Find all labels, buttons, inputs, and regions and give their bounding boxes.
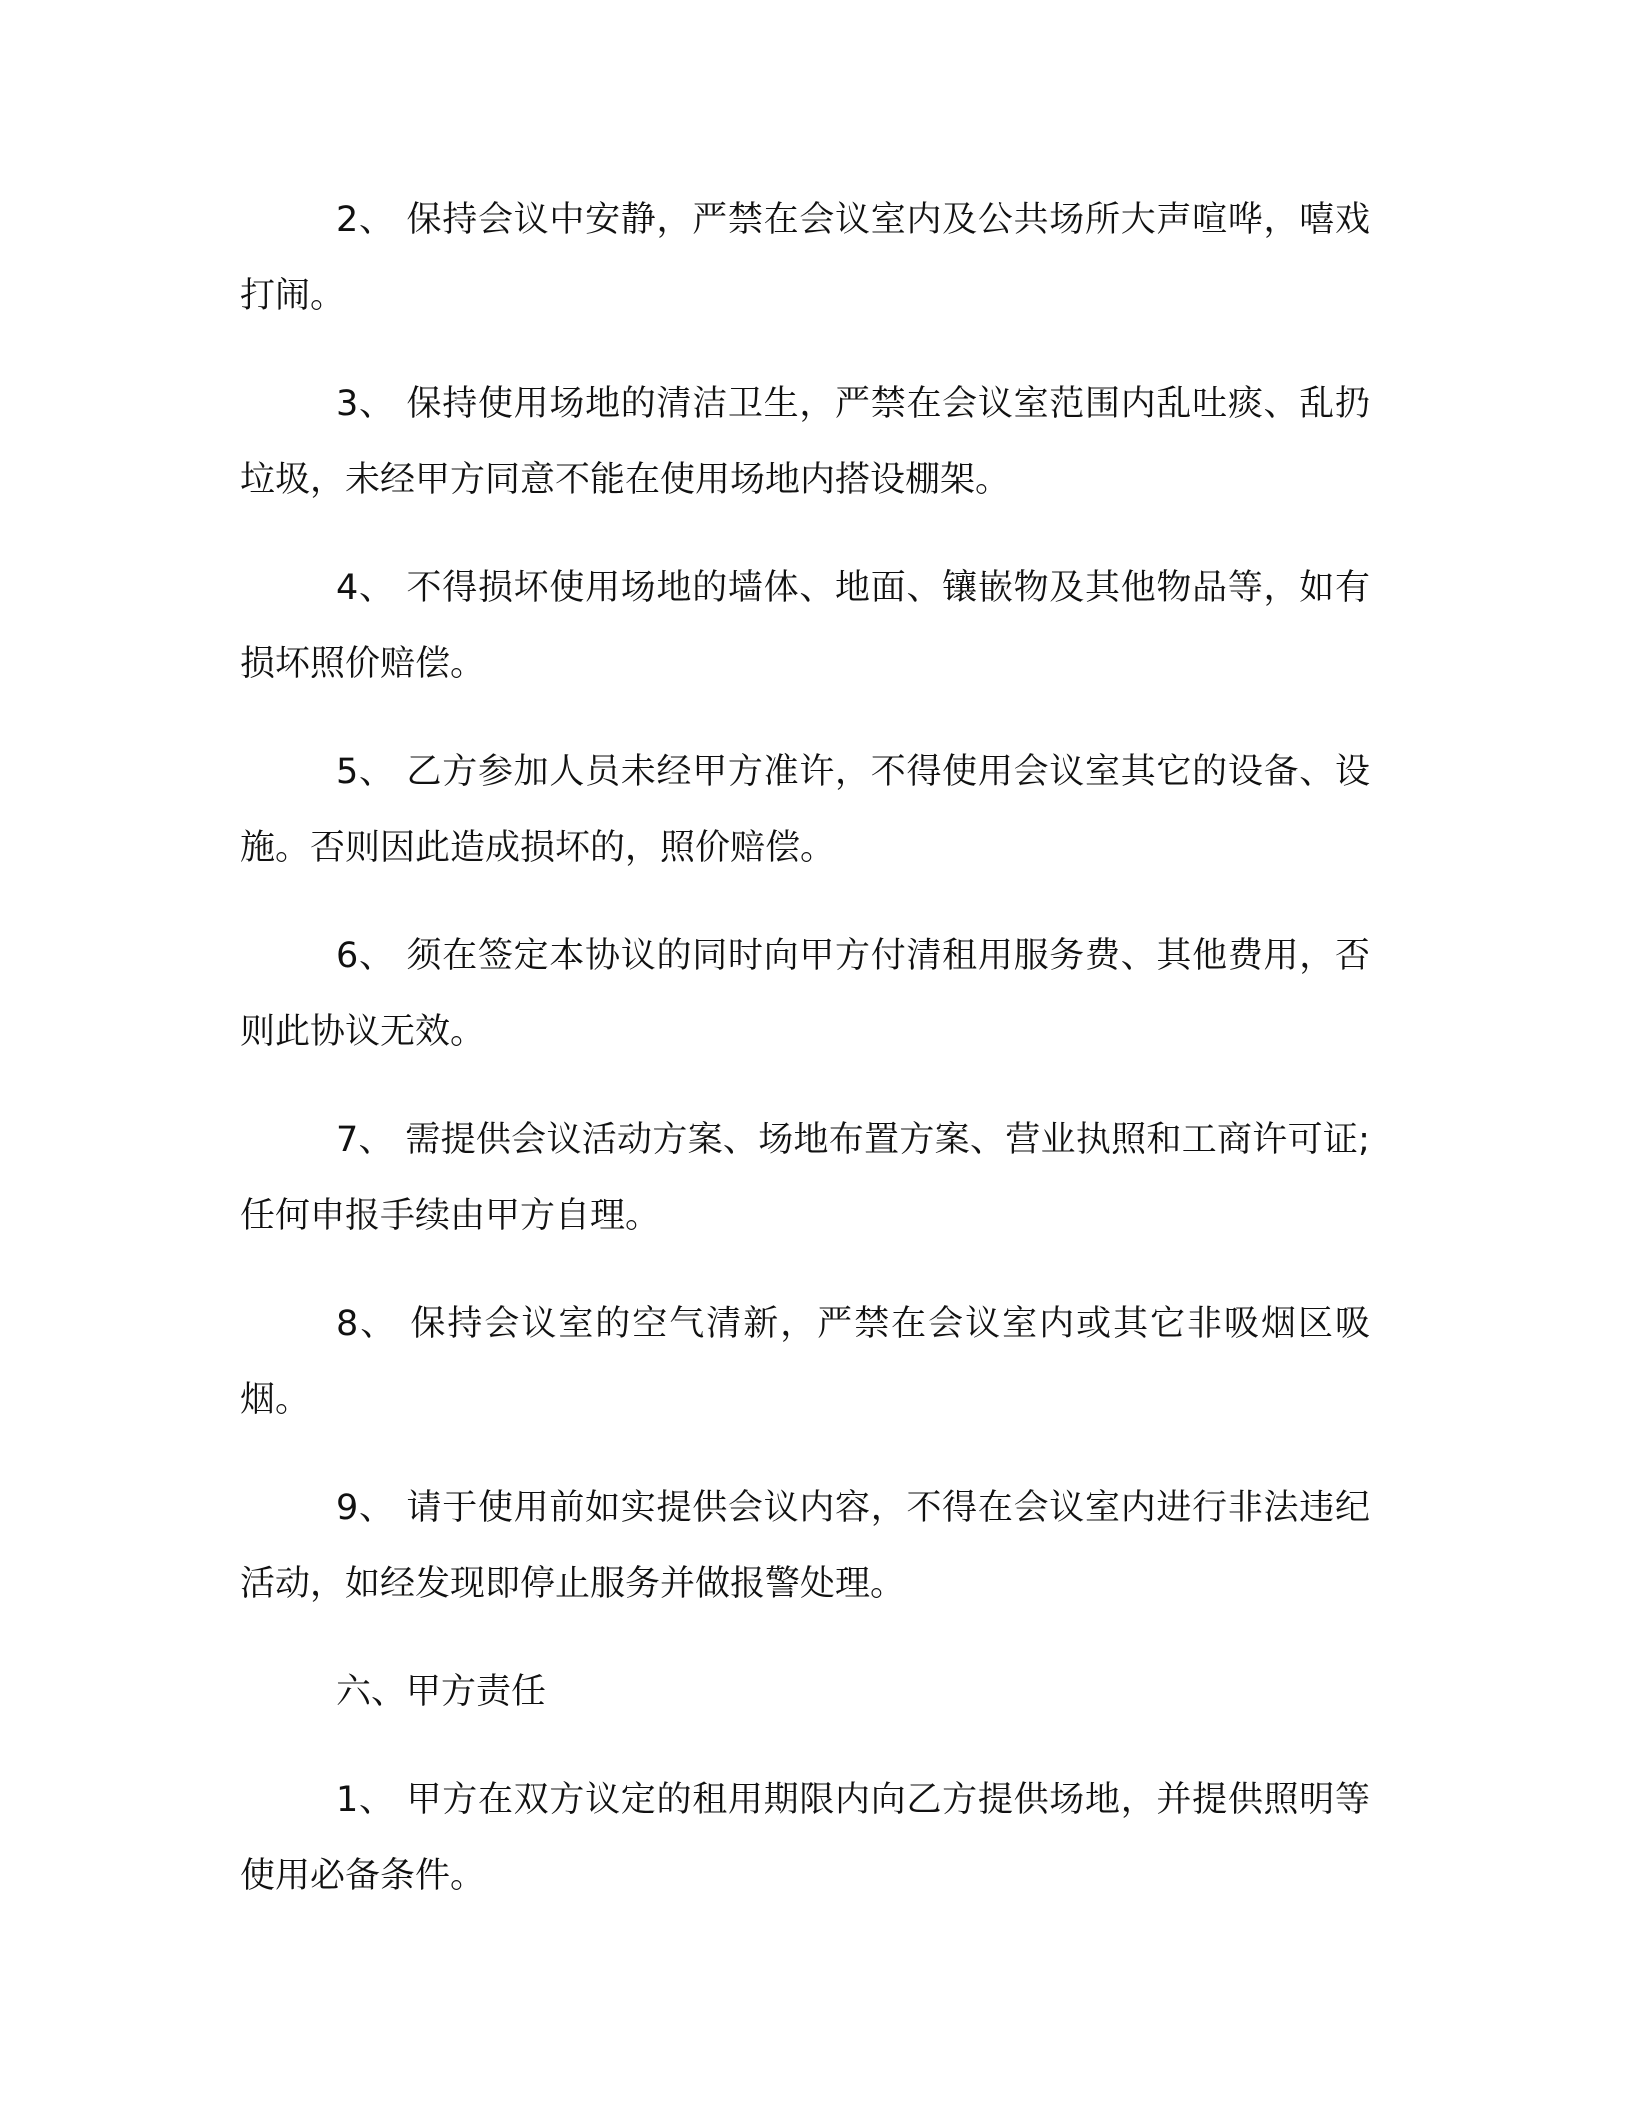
clause-text: 乙方参加人员未经甲方准许，不得使用会议室其它的设备、设施。否则因此造成损坏的，照价赔偿。 — [240, 752, 1370, 868]
clause-text: 需提供会议活动方案、场地布置方案、营业执照和工商许可证;任何申报手续由甲方自理。 — [240, 1120, 1370, 1236]
clause-7 — [240, 1102, 1370, 1254]
clause-text: 保持使用场地的清洁卫生，严禁在会议室范围内乱吐痰、乱扔垃圾，未经甲方同意不能在使用场地内搭设棚架。 — [240, 384, 1370, 500]
clause-4 — [240, 550, 1370, 702]
clause-9 — [240, 1470, 1370, 1622]
clause-number: 5、 — [336, 752, 395, 792]
section-clause-1 — [240, 1762, 1370, 1914]
clause-number: 7、 — [336, 1120, 394, 1160]
clause-number: 6、 — [336, 936, 395, 976]
clause-number: 2、 — [336, 200, 395, 240]
clause-2 — [240, 182, 1370, 334]
clause-text: 请于使用前如实提供会议内容，不得在会议室内进行非法违纪活动，如经发现即停止服务并做报警处理。 — [240, 1488, 1370, 1604]
clause-number: 4、 — [336, 568, 395, 608]
clause-text: 须在签定本协议的同时向甲方付清租用服务费、其他费用，否则此协议无效。 — [240, 936, 1370, 1052]
section-heading: 六、甲方责任 — [336, 1672, 547, 1712]
clause-text: 保持会议室的空气清新，严禁在会议室内或其它非吸烟区吸烟。 — [240, 1304, 1370, 1420]
clause-6 — [240, 918, 1370, 1070]
clause-number: 8、 — [336, 1304, 398, 1344]
clause-text: 不得损坏使用场地的墙体、地面、镶嵌物及其他物品等，如有损坏照价赔偿。 — [240, 568, 1370, 684]
clause-text: 甲方在双方议定的租用期限内向乙方提供场地，并提供照明等使用必备条件。 — [240, 1780, 1370, 1896]
clause-number: 9、 — [336, 1488, 395, 1528]
clause-text: 保持会议中安静，严禁在会议室内及公共场所大声喧哗，嘻戏打闹。 — [240, 200, 1370, 316]
clause-5 — [240, 734, 1370, 886]
clause-number: 1、 — [336, 1780, 395, 1820]
clause-3 — [240, 366, 1370, 518]
clause-number: 3、 — [336, 384, 395, 424]
clause-8 — [240, 1286, 1370, 1438]
document-body — [240, 182, 1370, 1946]
